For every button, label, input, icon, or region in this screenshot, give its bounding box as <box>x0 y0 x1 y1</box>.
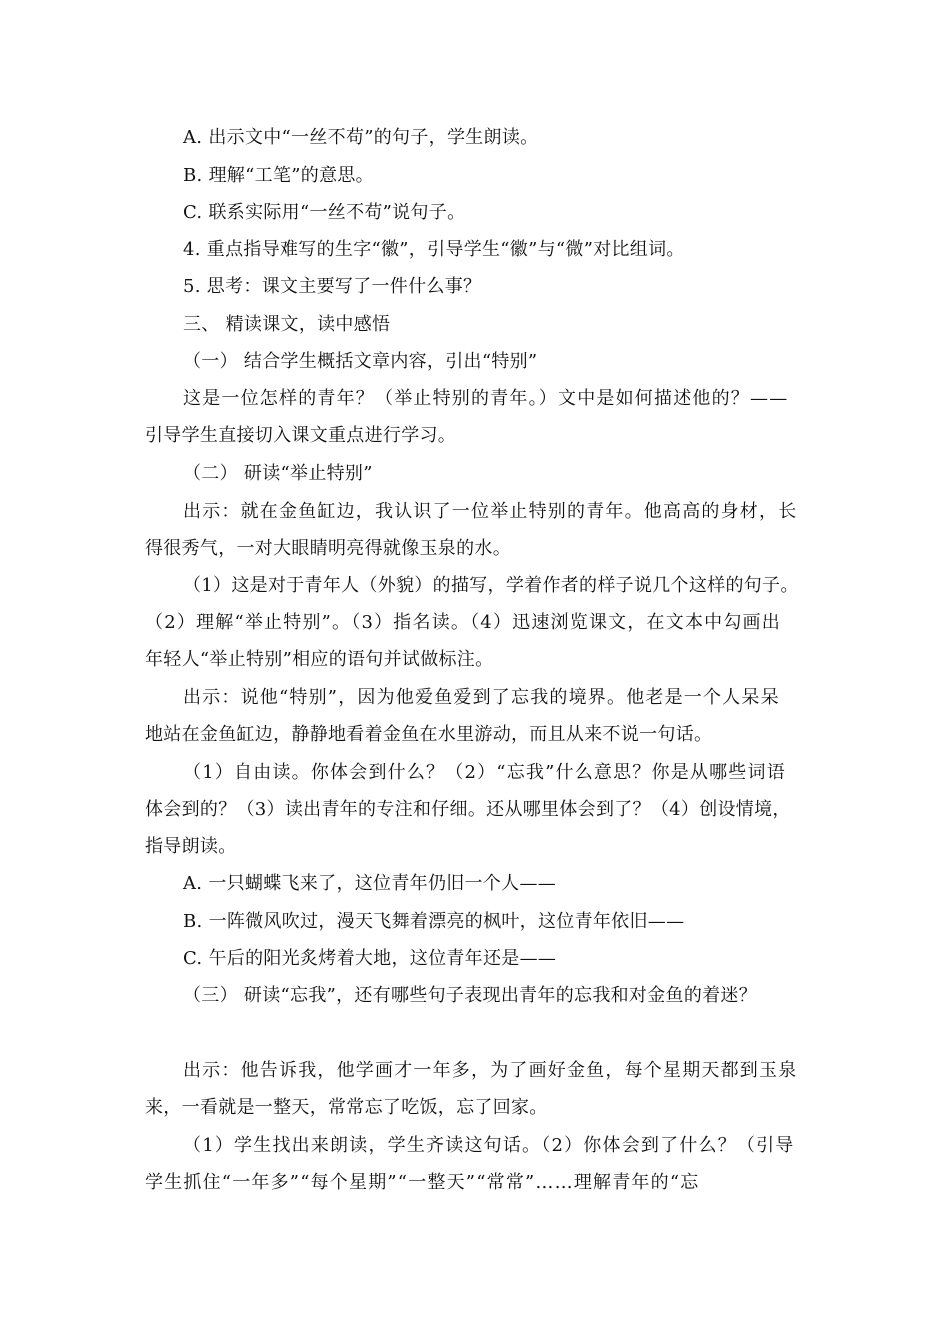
text-line-12: 得很秀气，一对大眼睛明亮得就像玉泉的水。 <box>145 538 511 559</box>
text-line-5: 5. 思考：课文主要写了一件什么事？ <box>183 276 482 297</box>
text-line-20: 指导朗读。 <box>145 836 237 857</box>
text-line-17: 地站在金鱼缸边，静静地看着金鱼在水里游动，而且从来不说一句话。 <box>145 724 713 745</box>
text-line-9: 引导学生直接切入课文重点进行学习。 <box>145 425 457 446</box>
text-line-23: C. 午后的阳光炙烤着大地，这位青年还是—— <box>183 948 557 969</box>
text-line-21: A. 一只蝴蝶飞来了，这位青年仍旧一个人—— <box>183 873 557 894</box>
text-line-15: 年轻人“举止特别”相应的语句并试做标注。 <box>145 649 494 670</box>
text-line-22: B. 一阵微风吹过，漫天飞舞着漂亮的枫叶，这位青年依旧—— <box>183 911 685 932</box>
section-heading-3: 三、 精读课文，读中感悟 <box>183 314 391 335</box>
text-line-11: 出示：就在金鱼缸边，我认识了一位举止特别的青年。他高高的身材，长 <box>183 501 798 522</box>
text-line-27: （1）学生找出来朗读，学生齐读这句话。（2）你体会到了什么？（引导 <box>183 1135 795 1156</box>
text-line-4: 4. 重点指导难写的生字“徽”，引导学生“徽”与“微”对比组词。 <box>183 239 685 260</box>
subsection-heading-2: （二） 研读“举止特别” <box>183 463 373 484</box>
text-line-18: （1）自由读。你体会到什么？（2）“忘我”什么意思？你是从哪些词语 <box>183 762 786 783</box>
text-line-25: 出示：他告诉我，他学画才一年多，为了画好金鱼，每个星期天都到玉泉 <box>183 1060 798 1081</box>
text-line-26: 来，一看就是一整天，常常忘了吃饭，忘了回家。 <box>145 1097 548 1118</box>
subsection-heading-3: （三） 研读“忘我”，还有哪些句子表现出青年的忘我和对金鱼的着迷？ <box>183 985 758 1006</box>
text-line-1: A. 出示文中“一丝不苟”的句子，学生朗读。 <box>183 127 539 148</box>
text-line-2: B. 理解“工笔”的意思。 <box>183 165 374 186</box>
text-line-16: 出示：说他“特别”，因为他爱鱼爱到了忘我的境界。他老是一个人呆呆 <box>183 687 780 708</box>
text-line-8: 这是一位怎样的青年？（举止特别的青年。）文中是如何描述他的？—— <box>183 388 789 409</box>
text-line-28: 学生抓住“一年多”“每个星期”“一整天”“常常”……理解青年的“忘 <box>145 1172 700 1193</box>
text-line-19: 体会到的？（3）读出青年的专注和仔细。还从哪里体会到了？（4）创设情境， <box>145 799 791 820</box>
subsection-heading-1: （一） 结合学生概括文章内容，引出“特别” <box>183 351 538 372</box>
text-line-13: （1）这是对于青年人（外貌）的描写，学着作者的样子说几个这样的句子。 <box>183 575 799 596</box>
text-line-3: C. 联系实际用“一丝不苟”说句子。 <box>183 202 466 223</box>
text-line-14: （2）理解“举止特别”。（3）指名读。（4）迅速浏览课文，在文本中勾画出 <box>145 612 781 633</box>
